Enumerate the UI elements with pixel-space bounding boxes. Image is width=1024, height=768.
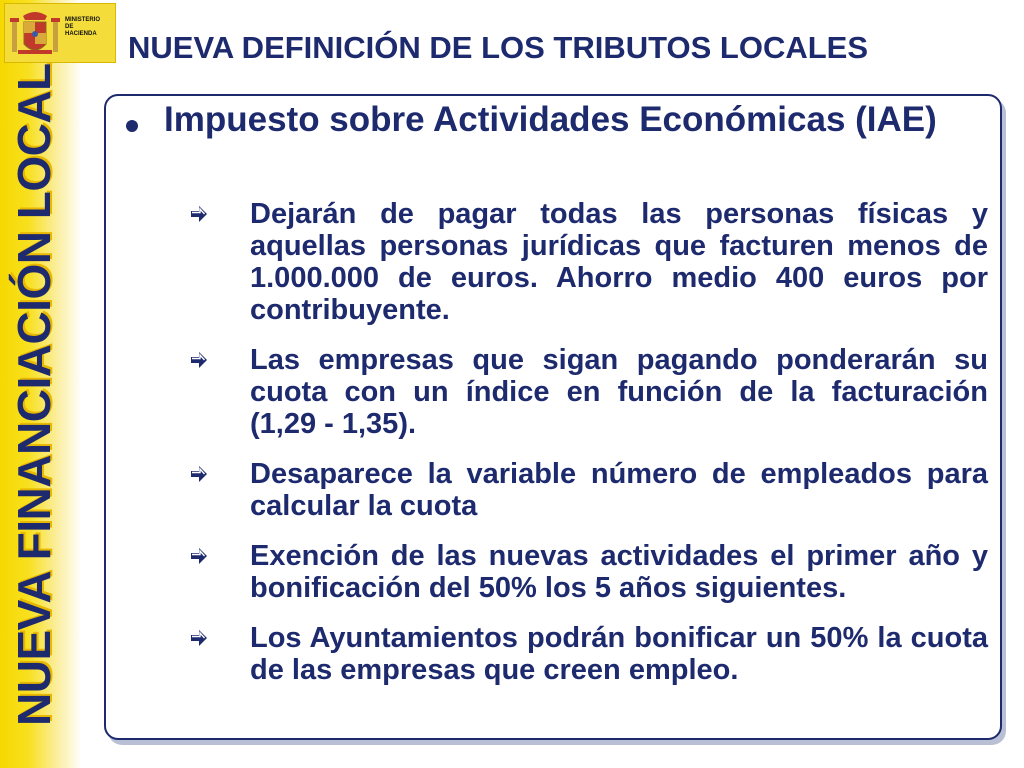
list-item-text: Los Ayuntamientos podrán bonificar un 50% la cuota de las empresas que creen empleo. xyxy=(250,622,988,686)
ministry-logo xyxy=(4,3,116,63)
arrow-right-icon xyxy=(190,546,208,566)
arrow-right-icon xyxy=(190,204,208,224)
list-item-text: Dejarán de pagar todas las personas físicas y aquellas personas jurídicas que facturen menos de 1.000.000 de euros. Ahorro medio 400 euros por contribuyente. xyxy=(250,198,988,326)
main-bullet-text: Impuesto sobre Actividades Económicas (IAE) xyxy=(164,100,937,139)
main-bullet-item xyxy=(126,100,988,137)
ministry-line: HACIENDA xyxy=(65,31,97,37)
slide-title: NUEVA DEFINICIÓN DE LOS TRIBUTOS LOCALES xyxy=(128,30,869,65)
spain-coat-of-arms-icon xyxy=(9,10,61,60)
arrow-right-icon xyxy=(190,628,208,648)
arrow-right-icon xyxy=(190,464,208,484)
list-item xyxy=(190,344,988,440)
list-item-text: Desaparece la variable número de empleados para calcular la cuota xyxy=(250,458,988,522)
vertical-section-title: NUEVA FINANCIACIÓN LOCAL xyxy=(8,63,60,726)
list-item-text: Exención de las nuevas actividades el primer año y bonificación del 50% los 5 años siguientes. xyxy=(250,540,988,604)
ministry-line: MINISTERIO xyxy=(65,17,101,23)
list-item xyxy=(190,458,988,522)
list-item xyxy=(190,622,988,686)
list-item xyxy=(190,540,988,604)
ministry-line: DE xyxy=(65,24,74,30)
ministry-name xyxy=(65,17,115,38)
list-item-text: Las empresas que sigan pagando ponderarán su cuota con un índice en función de la facturación (1,29 - 1,35). xyxy=(250,344,988,440)
list-item xyxy=(190,198,988,326)
bullet-dot-icon xyxy=(126,120,138,132)
arrow-right-icon xyxy=(190,350,208,370)
sub-bullet-list xyxy=(190,198,988,704)
